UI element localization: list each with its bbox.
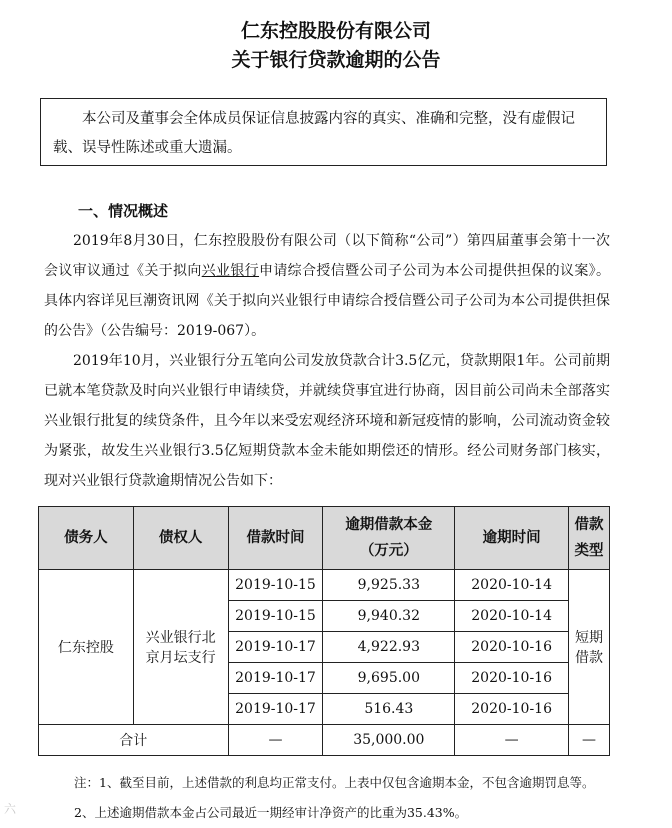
para1-text-end: 申请综合授信暨公司子公司为本公司提供担保的议案》。具体内容详见巨潮资讯网《关于拟向兴业银行申请综合授信暨公司子公司为本公司提供担保的公告》（公告编号：2019-067）。	[44, 263, 611, 339]
paragraph-1	[44, 226, 610, 346]
header-overdue-date: 逾期时间	[455, 507, 569, 570]
loan-date-cell: 2019-10-15	[228, 601, 323, 632]
watermark-logo: 六	[4, 802, 17, 816]
principal-cell: 516.43	[323, 694, 455, 725]
paragraph-2	[44, 346, 610, 496]
total-loan-type: —	[569, 725, 610, 756]
total-row	[39, 725, 610, 756]
header-loan-date: 借款时间	[228, 507, 323, 570]
overdue-date-cell: 2020-10-14	[455, 570, 569, 601]
loan-date-cell: 2019-10-17	[228, 632, 323, 663]
header-type-line1: 借款	[574, 517, 604, 533]
header-loan-type	[569, 507, 610, 570]
header-principal-line1: 逾期借款本金	[345, 517, 433, 533]
loan-type-line2: 借款	[575, 650, 604, 666]
loan-type-line1: 短期	[575, 630, 604, 646]
overdue-date-cell: 2020-10-16	[455, 632, 569, 663]
section-heading: 一、情况概述	[78, 202, 169, 220]
header-principal	[323, 507, 455, 570]
creditor-line2: 京月坛支行	[145, 650, 216, 666]
overdue-date-cell: 2020-10-16	[455, 694, 569, 725]
principal-cell: 9,925.33	[323, 570, 455, 601]
creditor-cell	[133, 570, 228, 725]
table-row	[39, 570, 610, 601]
header-creditor: 债权人	[133, 507, 228, 570]
disclaimer-box: 本公司及董事会全体成员保证信息披露内容的真实、准确和完整，没有虚假记载、误导性陈述或重大遗漏。	[40, 98, 607, 166]
total-label: 合计	[39, 725, 229, 756]
overdue-date-cell: 2020-10-16	[455, 663, 569, 694]
loan-date-cell: 2019-10-17	[228, 694, 323, 725]
principal-cell: 9,695.00	[323, 663, 455, 694]
para1-text-start: 2019年8月30日，仁东控股股份有限公司（以下简称“公司”）第四届董事会第十一次会议审议通过《关于拟向	[44, 233, 610, 279]
loan-type-cell	[569, 570, 610, 725]
company-title: 仁东控股股份有限公司	[240, 20, 431, 42]
para2-text: 2019年10月，兴业银行分五笔向公司发放贷款合计3.5亿元，贷款期限1年。公司前期已就本笔贷款及时向兴业银行申请续贷，并就续贷事宜进行协商，因目前公司尚未全部落实兴业银行批复的续贷条件，且今年以来受宏观经济环境和新冠疫情的影响，公司流动资金较为紧张，故发生兴业银行3.5亿短期贷款本金未能如期偿还的情形。经公司财务部门核实，现对兴业银行贷款逾期情况公告如下：	[44, 353, 610, 489]
loan-date-cell: 2019-10-17	[228, 663, 323, 694]
announcement-title: 关于银行贷款逾期的公告	[231, 49, 441, 71]
table-header-row	[39, 507, 610, 570]
para1-underlined-bank: 兴业银行	[201, 263, 260, 279]
debtor-cell: 仁东控股	[39, 570, 134, 725]
header-principal-line2: （万元）	[359, 543, 418, 559]
total-overdue-date: —	[455, 725, 569, 756]
header-debtor: 债务人	[39, 507, 134, 570]
loan-date-cell: 2019-10-15	[228, 570, 323, 601]
overdue-date-cell: 2020-10-14	[455, 601, 569, 632]
footnote: 注：1、截至目前，上述借款的利息均正常支付。上表中仅包含逾期本金，不包含逾期罚息等。2、上述逾期借款本金占公司最近一期经审计净资产的比重为35.43%。	[74, 775, 595, 820]
total-loan-date: —	[228, 725, 323, 756]
total-principal: 35,000.00	[323, 725, 455, 756]
principal-cell: 9,940.32	[323, 601, 455, 632]
overdue-loan-table	[38, 506, 610, 756]
creditor-line1: 兴业银行北	[145, 630, 216, 646]
principal-cell: 4,922.93	[323, 632, 455, 663]
header-type-line2: 类型	[574, 543, 604, 559]
